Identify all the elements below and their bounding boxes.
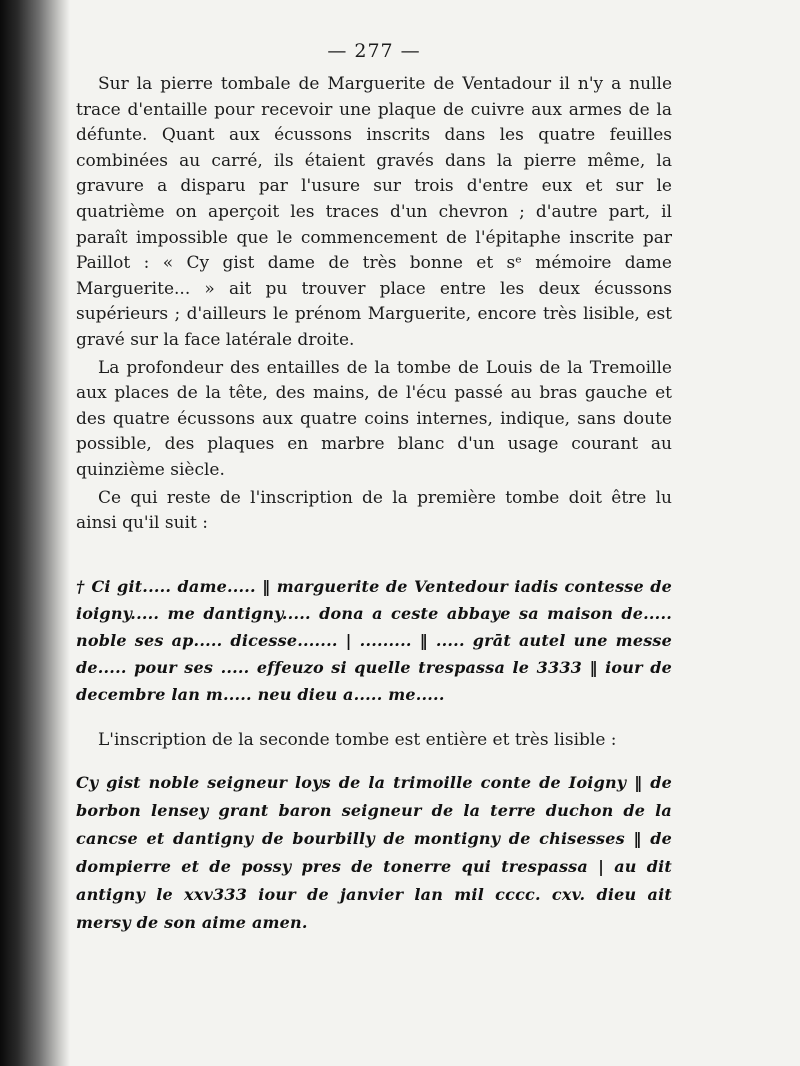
paragraph-4: L'inscription de la seconde tombe est entière et très lisible : xyxy=(98,729,617,750)
page-number: — 277 — xyxy=(327,40,421,62)
paragraph-3: Ce qui reste de l'inscription de la première tombe doit être lu ainsi qu'il suit : xyxy=(76,487,672,534)
book-spine-shadow xyxy=(0,0,70,1066)
paragraph-1: Sur la pierre tombale de Marguerite de Ventadour il n'y a nulle trace d'entaille pour recevoir une plaque de cuivre aux armes de la défunte. Quant aux écussons inscrits dans les quatre feuilles combinées au carré, ils étaient gravés dans la pierre même, la gravure a disparu par l'usure sur trois d'entre eux et sur le quatrième on aperçoit les traces d'un chevron ; d'autre part, il paraît impossible que le commencement de l'épitaphe inscrite par Paillot : « Cy gist dame de très bonne et sᵉ mémoire dame Marguerite... » ait pu trouver place entre les deux écussons supérieurs ; d'ailleurs le prénom Marguerite, encore très lisible, est gravé sur la face latérale droite. xyxy=(76,74,672,350)
gothic-inscription-2: Cy gist noble seigneur loys de la trimoille conte de Ioigny ‖ de borbon lensey grant baron seigneur de la terre duchon de la cancse et dantigny de bourbilly de montigny de chisesses ‖ de dompierre et de possy pres de tonerre qui trespassa | au dit antigny le xxv333 iour de janvier lan mil cccc. cxv. dieu ait mersy de son aime amen. xyxy=(76,772,672,932)
gothic-inscription-1: † Ci git..... dame..... ‖ marguerite de Ventedour iadis contesse de ioigny..... me dantigny..... dona a ceste abbaye sa maison de..... noble ses ap..... dicesse....... | ......... ‖ ..... grāt autel une messe de..... pour ses ..... effeuzo si quelle trespassa le 3333 ‖ iour de decembre lan m..... neu dieu a..... me..... xyxy=(76,576,672,704)
book-page xyxy=(76,40,672,937)
paragraph-2: La profondeur des entailles de la tombe de Louis de la Tremoille aux places de la tête, des mains, de l'écu passé au bras gauche et des quatre écussons aux quatre coins internes, indique, sans doute possible, des plaques en marbre blanc d'un usage courant au quinzième siècle. xyxy=(76,357,672,480)
